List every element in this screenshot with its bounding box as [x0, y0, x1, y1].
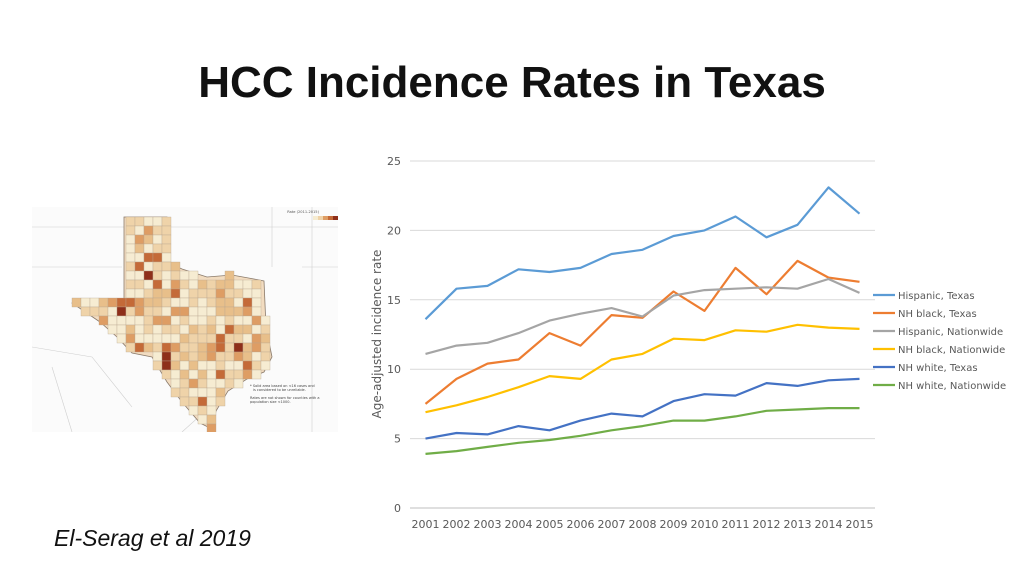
county-cell [207, 406, 216, 415]
county-cell [189, 379, 198, 388]
county-cell [180, 271, 189, 280]
county-cell [162, 271, 171, 280]
county-cell [153, 334, 162, 343]
county-cell [171, 298, 180, 307]
x-tick-label: 2003 [473, 518, 502, 531]
county-cell [108, 325, 117, 334]
x-tick-labels [412, 518, 874, 531]
county-cell [252, 343, 261, 352]
county-cell [171, 379, 180, 388]
county-cell [144, 262, 153, 271]
county-cell [198, 298, 207, 307]
county-cell [216, 334, 225, 343]
county-cell [117, 334, 126, 343]
county-cell [234, 361, 243, 370]
x-tick-label: 2014 [814, 518, 843, 531]
county-cell [189, 298, 198, 307]
county-cell [261, 316, 270, 325]
county-cell [126, 325, 135, 334]
county-cell [162, 370, 171, 379]
county-cell [252, 298, 261, 307]
county-cell [126, 262, 135, 271]
county-cell [216, 397, 225, 406]
county-cell [252, 361, 261, 370]
county-cell [234, 316, 243, 325]
county-cell [216, 307, 225, 316]
chart-container [360, 148, 1020, 538]
county-cell [189, 388, 198, 397]
legend-label: NH white, Nationwide [898, 381, 1007, 392]
county-cell [198, 307, 207, 316]
county-cell [243, 280, 252, 289]
legend-label: NH black, Texas [898, 309, 977, 320]
county-cell [162, 217, 171, 226]
county-cell [207, 424, 216, 432]
county-cell [162, 316, 171, 325]
county-cell [180, 280, 189, 289]
series-lines [426, 187, 860, 454]
county-cell [135, 289, 144, 298]
county-cell [198, 361, 207, 370]
county-cell [198, 388, 207, 397]
county-cell [126, 343, 135, 352]
county-cell [207, 361, 216, 370]
county-cell [189, 325, 198, 334]
county-cell [180, 316, 189, 325]
county-cell [189, 289, 198, 298]
county-cell [225, 352, 234, 361]
county-cell [99, 307, 108, 316]
county-cell [144, 343, 153, 352]
y-tick-label: 20 [387, 224, 401, 238]
series-line-2 [426, 279, 860, 354]
series-line-3 [426, 325, 860, 412]
county-cell [171, 316, 180, 325]
county-cell [225, 298, 234, 307]
county-cell [153, 253, 162, 262]
legend-label: NH black, Nationwide [898, 345, 1006, 356]
county-cell [135, 343, 144, 352]
county-cell [189, 397, 198, 406]
county-cell [252, 352, 261, 361]
legend-label: Hispanic, Texas [898, 291, 975, 302]
county-cell [162, 298, 171, 307]
county-cell [216, 352, 225, 361]
county-cell [225, 271, 234, 280]
county-cell [252, 325, 261, 334]
county-cell [126, 316, 135, 325]
county-cell [180, 334, 189, 343]
county-cell [234, 370, 243, 379]
line-chart [360, 148, 1020, 538]
county-cell [207, 370, 216, 379]
county-cell [108, 298, 117, 307]
county-cell [261, 334, 270, 343]
county-cell [144, 217, 153, 226]
county-cell [216, 370, 225, 379]
county-cell [198, 334, 207, 343]
county-cell [198, 415, 207, 424]
county-cell [153, 226, 162, 235]
county-cell [207, 343, 216, 352]
county-cell [135, 280, 144, 289]
county-cell [252, 370, 261, 379]
county-cell [135, 253, 144, 262]
county-cell [144, 307, 153, 316]
county-cell [153, 361, 162, 370]
county-cell [243, 325, 252, 334]
county-cell [216, 316, 225, 325]
gridlines [410, 161, 875, 508]
county-cell [216, 343, 225, 352]
x-tick-label: 2009 [659, 518, 688, 531]
county-cell [252, 307, 261, 316]
county-cell [153, 244, 162, 253]
county-cell [153, 352, 162, 361]
county-cell [99, 316, 108, 325]
county-cell [162, 307, 171, 316]
x-tick-label: 2007 [597, 518, 626, 531]
county-cell [243, 352, 252, 361]
county-cell [171, 334, 180, 343]
county-cell [189, 352, 198, 361]
county-cell [216, 361, 225, 370]
series-line-1 [426, 261, 860, 404]
county-cell [171, 280, 180, 289]
county-cell [144, 244, 153, 253]
county-cell [135, 226, 144, 235]
county-cell [261, 361, 270, 370]
county-cell [225, 325, 234, 334]
county-cell [108, 307, 117, 316]
county-cell [207, 334, 216, 343]
county-cell [198, 397, 207, 406]
county-cell [162, 325, 171, 334]
county-cell [189, 280, 198, 289]
county-cell [153, 307, 162, 316]
x-tick-label: 2005 [535, 518, 564, 531]
county-cell [225, 334, 234, 343]
county-cell [252, 280, 261, 289]
county-cell [126, 226, 135, 235]
county-cell [216, 325, 225, 334]
county-cell [171, 262, 180, 271]
county-cell [189, 361, 198, 370]
series-line-5 [426, 408, 860, 454]
county-cell [135, 217, 144, 226]
county-cell [207, 325, 216, 334]
county-cell [126, 235, 135, 244]
county-cell [243, 307, 252, 316]
county-cell [171, 352, 180, 361]
county-cell [234, 289, 243, 298]
county-cell [153, 316, 162, 325]
texas-map [32, 207, 338, 432]
county-cell [126, 289, 135, 298]
county-cell [126, 334, 135, 343]
county-cell [207, 352, 216, 361]
legend-label: Hispanic, Nationwide [898, 327, 1004, 338]
x-tick-label: 2013 [783, 518, 812, 531]
county-cell [153, 271, 162, 280]
county-cell [198, 352, 207, 361]
county-cell [234, 352, 243, 361]
county-cell [234, 325, 243, 334]
y-tick-labels [387, 155, 401, 515]
county-cell [234, 280, 243, 289]
county-cell [81, 298, 90, 307]
y-tick-label: 0 [394, 502, 401, 515]
county-cell [99, 298, 108, 307]
county-cell [144, 280, 153, 289]
county-cell [162, 361, 171, 370]
county-cell [72, 298, 81, 307]
county-cell [198, 316, 207, 325]
county-cell [144, 226, 153, 235]
county-cell [243, 334, 252, 343]
county-cell [117, 307, 126, 316]
county-cell [171, 289, 180, 298]
county-cell [117, 298, 126, 307]
county-cell [171, 388, 180, 397]
x-tick-label: 2010 [690, 518, 719, 531]
county-cell [162, 253, 171, 262]
y-axis-label: Age-adjusted incidence rate [370, 249, 384, 419]
county-cell [198, 379, 207, 388]
county-cell [126, 307, 135, 316]
county-cell [261, 325, 270, 334]
county-cell [243, 361, 252, 370]
county-cell [180, 388, 189, 397]
county-cell [243, 289, 252, 298]
county-cell [225, 289, 234, 298]
county-cell [126, 244, 135, 253]
county-cell [144, 298, 153, 307]
county-cell [252, 334, 261, 343]
citation: El-Serag et al 2019 [54, 525, 251, 551]
chart-legend [873, 291, 1006, 392]
county-cell [243, 343, 252, 352]
y-tick-label: 5 [394, 432, 401, 446]
county-cell [153, 343, 162, 352]
county-cell [261, 343, 270, 352]
county-cell [153, 298, 162, 307]
county-cell [180, 298, 189, 307]
county-cell [207, 289, 216, 298]
county-cell [144, 253, 153, 262]
county-cell [162, 334, 171, 343]
county-cell [252, 316, 261, 325]
county-cell [162, 352, 171, 361]
county-cell [135, 298, 144, 307]
county-cell [180, 379, 189, 388]
x-tick-label: 2002 [442, 518, 471, 531]
x-tick-label: 2008 [628, 518, 657, 531]
county-cell [144, 289, 153, 298]
map-note-3: Rates are not shown for counties with a [250, 396, 320, 400]
county-cell [144, 271, 153, 280]
county-cell [180, 370, 189, 379]
county-cell [234, 379, 243, 388]
county-cell [171, 343, 180, 352]
county-cell [216, 379, 225, 388]
county-cell [162, 262, 171, 271]
texas-map-figure [32, 207, 338, 432]
county-cell [198, 325, 207, 334]
county-cell [261, 352, 270, 361]
x-tick-label: 2006 [566, 518, 595, 531]
county-cell [216, 298, 225, 307]
county-cell [198, 370, 207, 379]
county-cell [198, 280, 207, 289]
x-tick-label: 2012 [752, 518, 781, 531]
county-cell [144, 334, 153, 343]
county-cell [180, 361, 189, 370]
county-cell [153, 217, 162, 226]
county-cell [135, 244, 144, 253]
county-cell [189, 343, 198, 352]
county-cell [207, 307, 216, 316]
county-cell [198, 406, 207, 415]
county-cell [216, 280, 225, 289]
county-cell [180, 352, 189, 361]
county-cell [126, 271, 135, 280]
county-cell [189, 370, 198, 379]
county-cell [117, 316, 126, 325]
county-cell [162, 226, 171, 235]
y-tick-label: 25 [387, 155, 401, 168]
county-cell [135, 271, 144, 280]
county-cell [81, 307, 90, 316]
y-tick-label: 10 [387, 363, 401, 377]
county-cell [207, 397, 216, 406]
county-cell [198, 343, 207, 352]
county-cell [171, 361, 180, 370]
county-cell [90, 298, 99, 307]
county-cell [162, 235, 171, 244]
county-cell [171, 370, 180, 379]
county-cell [126, 298, 135, 307]
county-cell [207, 379, 216, 388]
county-cell [207, 388, 216, 397]
map-note-1: * Solid area based on <16 cases and [250, 384, 315, 388]
county-cell [180, 307, 189, 316]
county-cell [180, 289, 189, 298]
county-cell [162, 244, 171, 253]
county-cell [162, 289, 171, 298]
legend-label: NH white, Texas [898, 363, 978, 374]
county-cell [189, 334, 198, 343]
county-cell [234, 343, 243, 352]
county-cell [162, 280, 171, 289]
county-cell [243, 370, 252, 379]
map-note-2: is considered to be unreliable. [253, 388, 306, 392]
county-cell [189, 406, 198, 415]
county-cell [207, 415, 216, 424]
county-cell [108, 316, 117, 325]
county-cell [126, 280, 135, 289]
county-cell [126, 253, 135, 262]
map-legend-title: Rate (2011-2015) [287, 210, 319, 214]
county-cell [225, 361, 234, 370]
county-cell [234, 307, 243, 316]
county-cell [207, 298, 216, 307]
county-cell [126, 217, 135, 226]
x-tick-label: 2011 [721, 518, 750, 531]
county-cell [189, 316, 198, 325]
county-cell [117, 325, 126, 334]
county-cell [225, 379, 234, 388]
county-cell [252, 289, 261, 298]
map-note-4: population size <1000. [250, 400, 291, 404]
county-cell [153, 325, 162, 334]
county-cell [135, 316, 144, 325]
county-cell [171, 307, 180, 316]
county-cell [162, 343, 171, 352]
county-cell [153, 262, 162, 271]
county-cell [243, 316, 252, 325]
county-cell [171, 325, 180, 334]
county-cell [225, 307, 234, 316]
county-cell [144, 325, 153, 334]
county-cell [216, 388, 225, 397]
county-cell [198, 289, 207, 298]
county-cell [189, 307, 198, 316]
slide-title: HCC Incidence Rates in Texas [198, 58, 826, 107]
x-tick-label: 2015 [845, 518, 874, 531]
county-cell [234, 298, 243, 307]
county-cell [90, 307, 99, 316]
x-tick-label: 2004 [504, 518, 533, 531]
county-cell [135, 307, 144, 316]
county-cell [207, 316, 216, 325]
county-cell [144, 235, 153, 244]
county-cell [180, 397, 189, 406]
county-cell [180, 325, 189, 334]
county-cell [189, 271, 198, 280]
county-cell [171, 271, 180, 280]
county-cell [234, 334, 243, 343]
county-cell [225, 280, 234, 289]
county-cell [135, 325, 144, 334]
county-cell [135, 334, 144, 343]
county-cell [153, 235, 162, 244]
county-cell [225, 343, 234, 352]
county-cell [225, 316, 234, 325]
county-cell [225, 370, 234, 379]
county-cell [180, 343, 189, 352]
x-tick-label: 2001 [411, 518, 440, 531]
county-cell [144, 316, 153, 325]
county-cell [153, 289, 162, 298]
county-cell [135, 235, 144, 244]
county-cell [216, 289, 225, 298]
county-cell [153, 280, 162, 289]
y-tick-label: 15 [387, 293, 401, 307]
county-cell [243, 298, 252, 307]
county-cell [135, 262, 144, 271]
county-cell [207, 280, 216, 289]
